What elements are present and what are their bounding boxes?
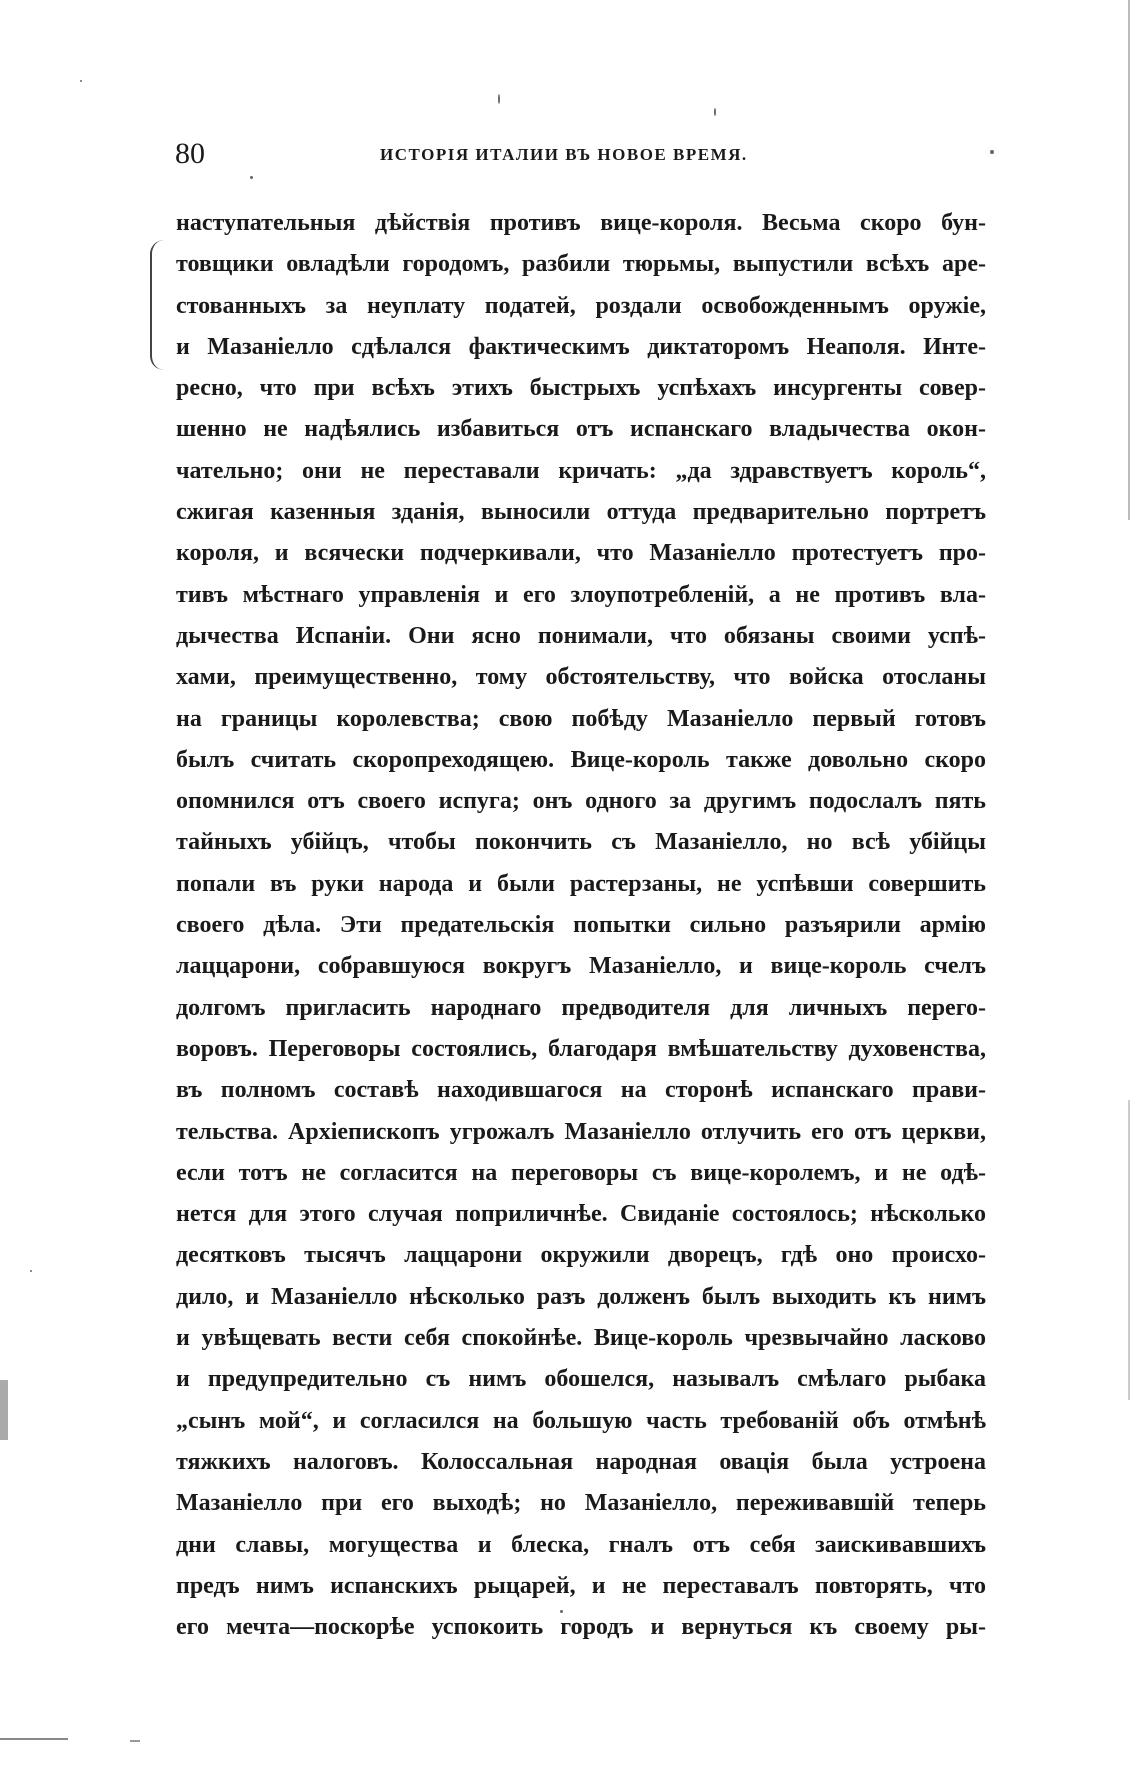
scan-edge-mark bbox=[130, 1740, 140, 1742]
text-line: если тотъ не согласится на переговоры съ вице-королемъ, и не одѣ- bbox=[176, 1159, 986, 1186]
text-line: тяжкихъ налоговъ. Колоссальная народная овація была устроена bbox=[176, 1448, 986, 1475]
scan-edge-mark bbox=[0, 1738, 68, 1740]
text-line: долгомъ пригласить народнаго предводителя для личныхъ перего- bbox=[176, 994, 986, 1021]
text-line: и Мазаніелло сдѣлался фактическимъ диктаторомъ Неаполя. Инте- bbox=[176, 333, 986, 360]
text-line: сжигая казенныя зданія, выносили оттуда предварительно портретъ bbox=[176, 499, 986, 526]
text-line: дычества Испаніи. Они ясно понимали, что обязаны своими успѣ- bbox=[176, 622, 986, 649]
page-header bbox=[175, 134, 985, 174]
text-line: „сынъ мой“, и согласился на большую часть требованій объ отмѣнѣ bbox=[176, 1407, 986, 1434]
text-line: попали въ руки народа и были растерзаны, не успѣвши совершить bbox=[176, 870, 986, 897]
text-line: ресно, что при всѣхъ этихъ быстрыхъ успѣхахъ инсургенты совер- bbox=[176, 375, 986, 402]
text-line: дни славы, могущества и блеска, гналъ отъ себя заискивавшихъ bbox=[176, 1531, 986, 1558]
text-line: лаццарони, собравшуюся вокругъ Мазаніелло, и вице-король счелъ bbox=[176, 953, 986, 980]
text-line: тельства. Архіепископъ угрожалъ Мазаніелло отлучить его отъ церкви, bbox=[176, 1118, 986, 1145]
running-title: ИСТОРІЯ ИТАЛИИ ВЪ НОВОЕ ВРЕМЯ. bbox=[380, 145, 748, 164]
scan-edge-mark bbox=[0, 1380, 8, 1440]
scan-speck bbox=[498, 94, 500, 104]
text-line: и увѣщевать вести себя спокойнѣе. Вице-король чрезвычайно ласково bbox=[176, 1325, 986, 1352]
text-line: короля, и всячески подчеркивали, что Мазаніелло протестуетъ про- bbox=[176, 540, 986, 567]
scan-speck bbox=[80, 80, 82, 82]
text-line: предъ нимъ испанскихъ рыцарей, и не переставалъ повторять, что bbox=[176, 1572, 986, 1599]
text-line: товщики овладѣли городомъ, разбили тюрьмы, выпустили всѣхъ аре- bbox=[176, 251, 986, 278]
text-line: наступательныя дѣйствія противъ вице-короля. Весьма скоро бун- bbox=[176, 210, 986, 236]
scan-speck bbox=[560, 1610, 563, 1613]
text-line: въ полномъ составѣ находившагося на сторонѣ испанскаго прави- bbox=[176, 1077, 986, 1104]
text-line: воровъ. Переговоры состоялись, благодаря вмѣшательству духовенства, bbox=[176, 1035, 986, 1062]
scan-speck bbox=[250, 176, 253, 179]
scan-edge-mark bbox=[1128, 0, 1130, 520]
text-line: тивъ мѣстнаго управленія и его злоупотребленій, а не противъ вла- bbox=[176, 581, 986, 608]
text-line: на границы королевства; свою побѣду Мазаніелло первый готовъ bbox=[176, 705, 986, 732]
text-line: десятковъ тысячъ лаццарони окружили дворецъ, гдѣ оно происхо- bbox=[176, 1242, 986, 1269]
page-number: 80 bbox=[175, 137, 205, 170]
text-line: нется для этого случая поприличнѣе. Свиданіе состоялось; нѣсколько bbox=[176, 1201, 986, 1228]
text-line: Мазаніелло при его выходѣ; но Мазаніелло, переживавшій теперь bbox=[176, 1490, 986, 1517]
text-line: опомнился отъ своего испуга; онъ одного за другимъ подослалъ пять bbox=[176, 788, 986, 815]
text-line: шенно не надѣялись избавиться отъ испанскаго владычества окон- bbox=[176, 416, 986, 443]
body-text bbox=[176, 203, 986, 1648]
text-line: былъ считать скоропреходящею. Вице-король также довольно скоро bbox=[176, 746, 986, 773]
scan-speck bbox=[990, 150, 994, 154]
text-line: чательно; они не переставали кричать: „да здравствуетъ король“, bbox=[176, 457, 986, 484]
scan-edge-mark bbox=[1128, 1100, 1130, 1400]
text-line: его мечта—поскорѣе успокоить городъ и вернуться къ своему ры- bbox=[176, 1614, 986, 1641]
text-line: тайныхъ убійцъ, чтобы покончить съ Мазаніелло, но всѣ убійцы bbox=[176, 829, 986, 856]
text-line: дило, и Мазаніелло нѣсколько разъ долженъ былъ выходить къ нимъ bbox=[176, 1283, 986, 1310]
text-line: и предупредительно съ нимъ обошелся, называлъ смѣлаго рыбака bbox=[176, 1366, 986, 1393]
scan-speck bbox=[714, 108, 716, 116]
scan-speck bbox=[30, 1270, 32, 1272]
text-line: своего дѣла. Эти предательскія попытки сильно разъярили армію bbox=[176, 912, 986, 939]
margin-brace-mark bbox=[150, 240, 170, 370]
text-line: стованныхъ за неуплату податей, роздали освобожденнымъ оружіе, bbox=[176, 292, 986, 319]
text-line: хами, преимущественно, тому обстоятельству, что войска отосланы bbox=[176, 664, 986, 691]
